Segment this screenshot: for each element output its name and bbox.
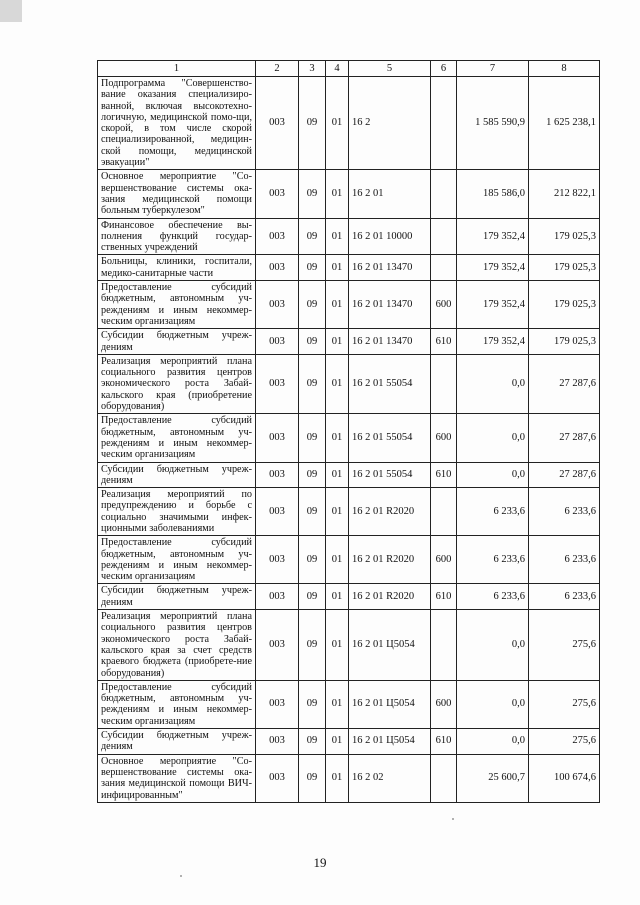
row-ministry-code: 003 bbox=[256, 77, 299, 170]
scan-corner-mark bbox=[0, 0, 22, 22]
row-amount-year1: 25 600,7 bbox=[457, 754, 529, 802]
row-target-code: 16 2 01 Ц5054 bbox=[349, 610, 431, 681]
row-amount-year2: 27 287,6 bbox=[529, 354, 600, 413]
row-amount-year2: 179 025,3 bbox=[529, 329, 600, 355]
row-target-code: 16 2 01 bbox=[349, 170, 431, 218]
table-row bbox=[98, 729, 600, 755]
row-subsection-code: 01 bbox=[326, 218, 349, 255]
row-subsection-code: 01 bbox=[326, 170, 349, 218]
row-target-code: 16 2 01 R2020 bbox=[349, 536, 431, 584]
row-target-code: 16 2 01 13470 bbox=[349, 329, 431, 355]
row-subsection-code: 01 bbox=[326, 584, 349, 610]
table-row bbox=[98, 488, 600, 536]
row-name: Основное мероприятие "Со-вершенствование системы ока-зания медицинской помощи ВИЧ-инфицированным" bbox=[98, 754, 256, 802]
row-name: Предоставление субсидий бюджетным, автономным уч-реждениям и иным некоммер-ческим организациям bbox=[98, 281, 256, 329]
row-subsection-code: 01 bbox=[326, 680, 349, 728]
header-col-8: 8 bbox=[529, 61, 600, 77]
row-ministry-code: 003 bbox=[256, 329, 299, 355]
row-section-code: 09 bbox=[299, 584, 326, 610]
row-subsection-code: 01 bbox=[326, 754, 349, 802]
row-expense-type bbox=[431, 354, 457, 413]
scan-speck bbox=[452, 818, 454, 820]
row-section-code: 09 bbox=[299, 329, 326, 355]
table-row bbox=[98, 754, 600, 802]
row-ministry-code: 003 bbox=[256, 354, 299, 413]
table-row bbox=[98, 414, 600, 462]
row-amount-year1: 179 352,4 bbox=[457, 218, 529, 255]
page-number: 19 bbox=[313, 855, 327, 870]
row-ministry-code: 003 bbox=[256, 218, 299, 255]
row-expense-type: 600 bbox=[431, 536, 457, 584]
row-amount-year2: 27 287,6 bbox=[529, 414, 600, 462]
row-ministry-code: 003 bbox=[256, 536, 299, 584]
row-expense-type bbox=[431, 255, 457, 281]
row-subsection-code: 01 bbox=[326, 354, 349, 413]
row-section-code: 09 bbox=[299, 536, 326, 584]
row-amount-year1: 0,0 bbox=[457, 414, 529, 462]
row-ministry-code: 003 bbox=[256, 414, 299, 462]
row-amount-year1: 0,0 bbox=[457, 680, 529, 728]
table-row bbox=[98, 610, 600, 681]
row-target-code: 16 2 01 R2020 bbox=[349, 584, 431, 610]
row-amount-year1: 179 352,4 bbox=[457, 329, 529, 355]
row-ministry-code: 003 bbox=[256, 462, 299, 488]
row-ministry-code: 003 bbox=[256, 255, 299, 281]
row-amount-year1: 179 352,4 bbox=[457, 255, 529, 281]
row-section-code: 09 bbox=[299, 170, 326, 218]
row-section-code: 09 bbox=[299, 488, 326, 536]
header-col-3: 3 bbox=[299, 61, 326, 77]
row-amount-year2: 27 287,6 bbox=[529, 462, 600, 488]
row-expense-type bbox=[431, 77, 457, 170]
row-amount-year2: 6 233,6 bbox=[529, 536, 600, 584]
row-subsection-code: 01 bbox=[326, 610, 349, 681]
row-section-code: 09 bbox=[299, 610, 326, 681]
row-expense-type: 600 bbox=[431, 414, 457, 462]
row-expense-type bbox=[431, 170, 457, 218]
row-expense-type: 600 bbox=[431, 281, 457, 329]
row-amount-year2: 212 822,1 bbox=[529, 170, 600, 218]
row-section-code: 09 bbox=[299, 414, 326, 462]
header-col-4: 4 bbox=[326, 61, 349, 77]
row-amount-year1: 179 352,4 bbox=[457, 281, 529, 329]
row-subsection-code: 01 bbox=[326, 329, 349, 355]
header-col-5: 5 bbox=[349, 61, 431, 77]
row-section-code: 09 bbox=[299, 255, 326, 281]
row-amount-year2: 6 233,6 bbox=[529, 488, 600, 536]
table-row bbox=[98, 462, 600, 488]
row-amount-year1: 0,0 bbox=[457, 462, 529, 488]
row-name: Субсидии бюджетным учреж-дениям bbox=[98, 462, 256, 488]
row-expense-type: 610 bbox=[431, 584, 457, 610]
row-expense-type: 610 bbox=[431, 462, 457, 488]
row-section-code: 09 bbox=[299, 354, 326, 413]
row-section-code: 09 bbox=[299, 77, 326, 170]
row-subsection-code: 01 bbox=[326, 255, 349, 281]
row-expense-type bbox=[431, 488, 457, 536]
table-row bbox=[98, 354, 600, 413]
row-section-code: 09 bbox=[299, 218, 326, 255]
row-expense-type: 610 bbox=[431, 329, 457, 355]
row-subsection-code: 01 bbox=[326, 77, 349, 170]
table-row bbox=[98, 218, 600, 255]
row-subsection-code: 01 bbox=[326, 414, 349, 462]
row-name: Основное мероприятие "Со-вершенствование системы ока-зания медицинской помощи больным туберкулезом" bbox=[98, 170, 256, 218]
row-subsection-code: 01 bbox=[326, 281, 349, 329]
row-expense-type: 610 bbox=[431, 729, 457, 755]
row-amount-year1: 1 585 590,9 bbox=[457, 77, 529, 170]
row-amount-year2: 275,6 bbox=[529, 729, 600, 755]
row-target-code: 16 2 01 Ц5054 bbox=[349, 680, 431, 728]
table-row bbox=[98, 281, 600, 329]
row-section-code: 09 bbox=[299, 729, 326, 755]
row-amount-year2: 275,6 bbox=[529, 610, 600, 681]
row-subsection-code: 01 bbox=[326, 729, 349, 755]
row-name: Реализация мероприятий по предупреждению и борьбе с социально значимыми инфек-ционными заболеваниями bbox=[98, 488, 256, 536]
row-subsection-code: 01 bbox=[326, 462, 349, 488]
row-name: Субсидии бюджетным учреж-дениям bbox=[98, 329, 256, 355]
row-ministry-code: 003 bbox=[256, 584, 299, 610]
row-target-code: 16 2 01 13470 bbox=[349, 281, 431, 329]
table-row bbox=[98, 77, 600, 170]
scan-speck bbox=[180, 875, 182, 877]
row-target-code: 16 2 01 55054 bbox=[349, 354, 431, 413]
row-section-code: 09 bbox=[299, 680, 326, 728]
row-target-code: 16 2 01 R2020 bbox=[349, 488, 431, 536]
row-amount-year2: 275,6 bbox=[529, 680, 600, 728]
row-target-code: 16 2 01 Ц5054 bbox=[349, 729, 431, 755]
row-ministry-code: 003 bbox=[256, 754, 299, 802]
row-name: Реализация мероприятий плана социального развития центров экономического роста Забай-кальского края за счет средств краевого бюджета (приобрете-ние оборудования) bbox=[98, 610, 256, 681]
row-amount-year1: 6 233,6 bbox=[457, 488, 529, 536]
table-row bbox=[98, 255, 600, 281]
row-ministry-code: 003 bbox=[256, 610, 299, 681]
row-expense-type: 600 bbox=[431, 680, 457, 728]
row-name: Субсидии бюджетным учреж-дениям bbox=[98, 584, 256, 610]
table-row bbox=[98, 680, 600, 728]
row-ministry-code: 003 bbox=[256, 488, 299, 536]
row-subsection-code: 01 bbox=[326, 488, 349, 536]
table-header-row bbox=[98, 61, 600, 77]
row-ministry-code: 003 bbox=[256, 170, 299, 218]
row-ministry-code: 003 bbox=[256, 680, 299, 728]
row-amount-year1: 6 233,6 bbox=[457, 584, 529, 610]
row-amount-year1: 6 233,6 bbox=[457, 536, 529, 584]
table-row bbox=[98, 329, 600, 355]
row-amount-year2: 6 233,6 bbox=[529, 584, 600, 610]
row-amount-year2: 1 625 238,1 bbox=[529, 77, 600, 170]
table-row bbox=[98, 536, 600, 584]
header-col-7: 7 bbox=[457, 61, 529, 77]
row-name: Реализация мероприятий плана социального развития центров экономического роста Забай-кальского края (приобретение оборудования) bbox=[98, 354, 256, 413]
row-amount-year1: 0,0 bbox=[457, 729, 529, 755]
row-amount-year2: 100 674,6 bbox=[529, 754, 600, 802]
row-amount-year2: 179 025,3 bbox=[529, 281, 600, 329]
row-amount-year1: 0,0 bbox=[457, 610, 529, 681]
row-name: Предоставление субсидий бюджетным, автономным уч-реждениям и иным некоммер-ческим организациям bbox=[98, 680, 256, 728]
row-expense-type bbox=[431, 610, 457, 681]
row-name: Субсидии бюджетным учреж-дениям bbox=[98, 729, 256, 755]
row-name: Предоставление субсидий бюджетным, автономным уч-реждениям и иным некоммер-ческим организациям bbox=[98, 414, 256, 462]
row-expense-type bbox=[431, 218, 457, 255]
row-name: Финансовое обеспечение вы-полнения функций государ-ственных учреждений bbox=[98, 218, 256, 255]
row-amount-year1: 185 586,0 bbox=[457, 170, 529, 218]
row-target-code: 16 2 01 55054 bbox=[349, 462, 431, 488]
header-col-2: 2 bbox=[256, 61, 299, 77]
header-col-1: 1 bbox=[98, 61, 256, 77]
table-row bbox=[98, 584, 600, 610]
row-name: Больницы, клиники, госпитали, медико-санитарные части bbox=[98, 255, 256, 281]
row-target-code: 16 2 01 55054 bbox=[349, 414, 431, 462]
row-section-code: 09 bbox=[299, 462, 326, 488]
row-name: Предоставление субсидий бюджетным, автономным уч-реждениям и иным некоммер-ческим организациям bbox=[98, 536, 256, 584]
row-ministry-code: 003 bbox=[256, 729, 299, 755]
row-amount-year2: 179 025,3 bbox=[529, 255, 600, 281]
row-name: Подпрограмма "Совершенство-вание оказания специализиро-ванной, включая высокотехно-логичную, медицинской помо-щи, скорой, в том числе скорой специализированной, медицин-ской помощи, медицинской эвакуации" bbox=[98, 77, 256, 170]
row-target-code: 16 2 bbox=[349, 77, 431, 170]
row-expense-type bbox=[431, 754, 457, 802]
row-amount-year2: 179 025,3 bbox=[529, 218, 600, 255]
table-row bbox=[98, 170, 600, 218]
row-amount-year1: 0,0 bbox=[457, 354, 529, 413]
row-target-code: 16 2 01 10000 bbox=[349, 218, 431, 255]
row-section-code: 09 bbox=[299, 754, 326, 802]
header-col-6: 6 bbox=[431, 61, 457, 77]
row-target-code: 16 2 02 bbox=[349, 754, 431, 802]
row-subsection-code: 01 bbox=[326, 536, 349, 584]
budget-table bbox=[97, 60, 600, 803]
row-target-code: 16 2 01 13470 bbox=[349, 255, 431, 281]
row-section-code: 09 bbox=[299, 281, 326, 329]
row-ministry-code: 003 bbox=[256, 281, 299, 329]
